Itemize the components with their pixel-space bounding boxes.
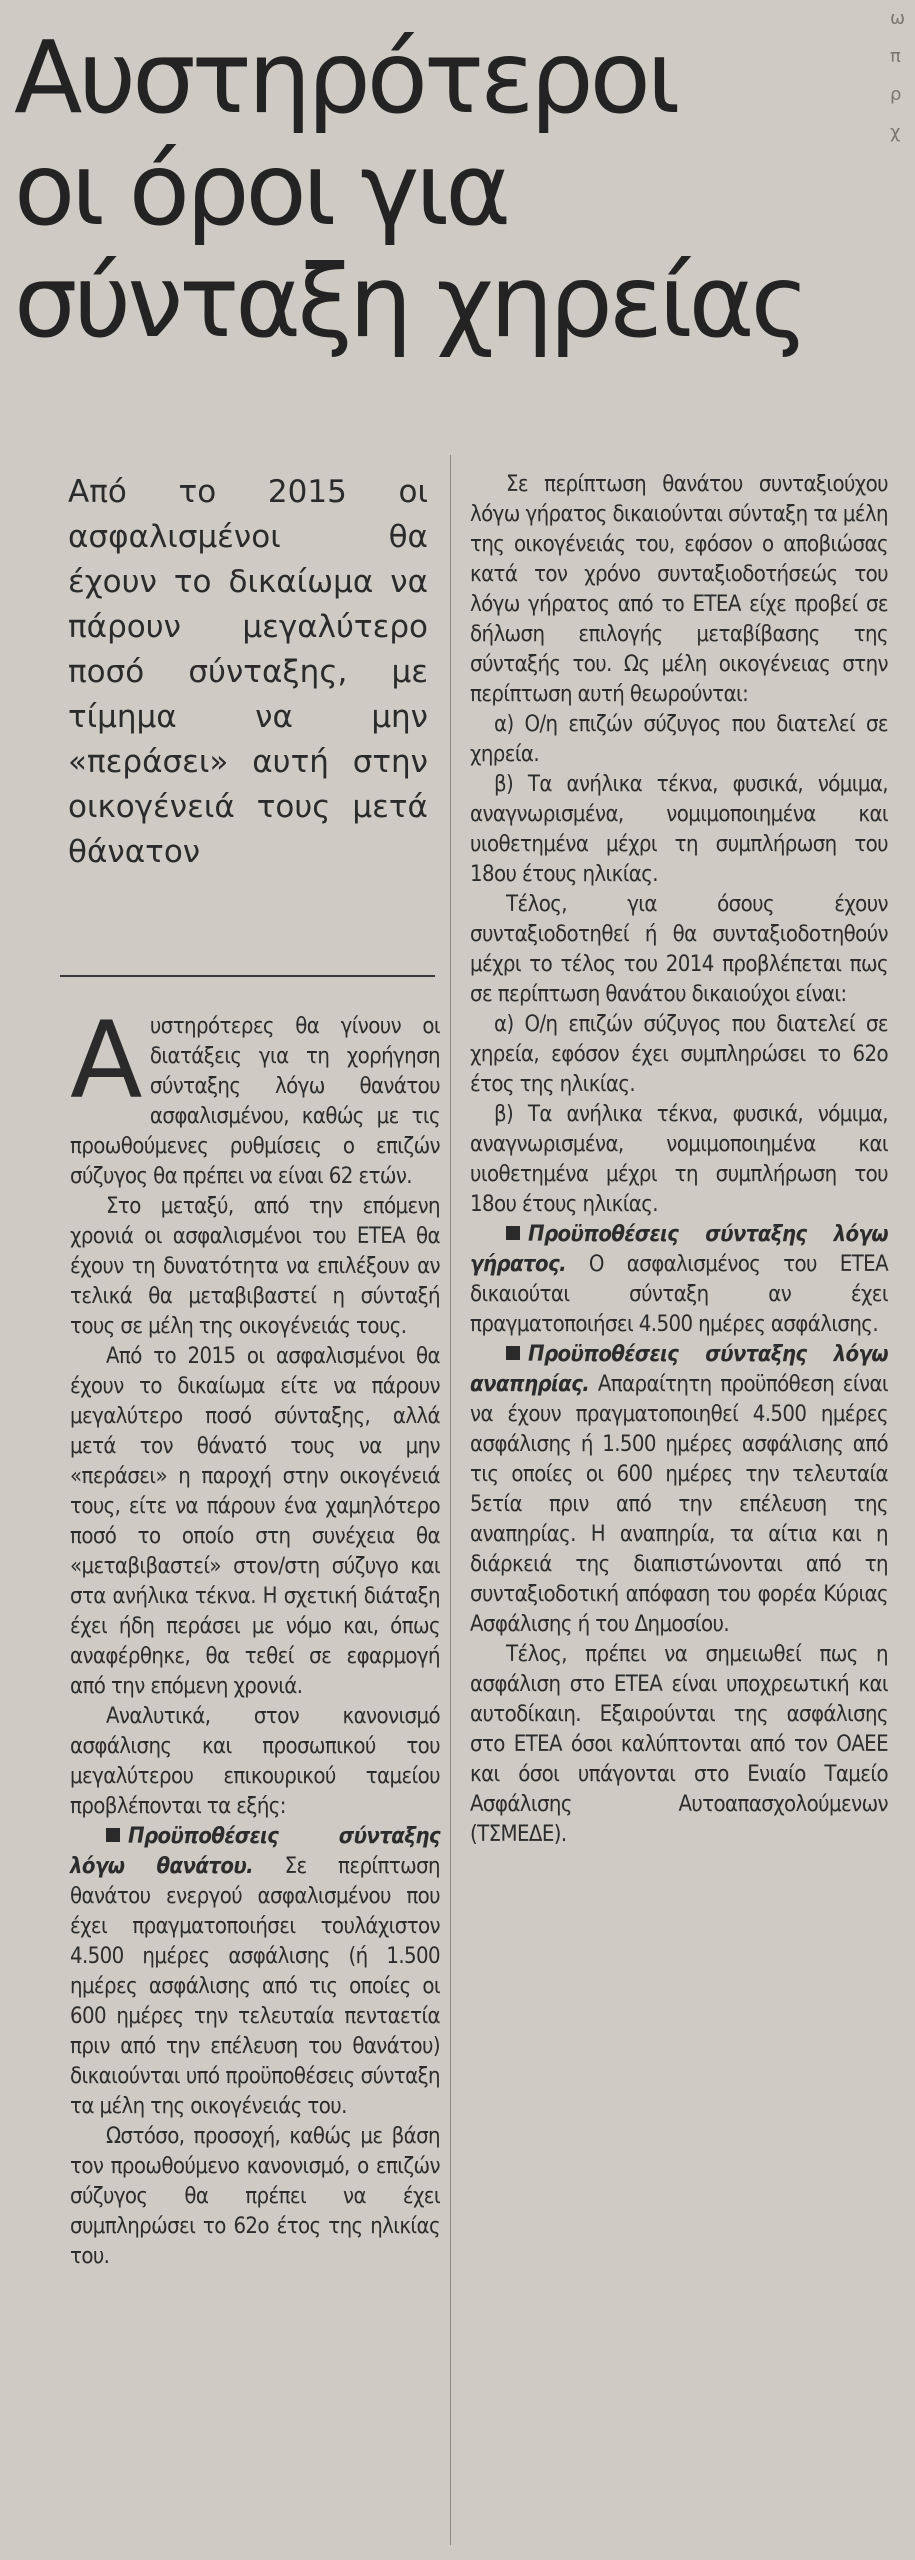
neighbor-line: π [890, 46, 901, 67]
headline-line-2: οι όροι για [14, 131, 508, 248]
list-item: β) Τα ανήλικα τέκνα, φυσικά, νόμιμα, αναγνωρισμένα, νομιμοποιημένα και υιοθετημένα μέχρι τη συμπλήρωση του 18ου έτους ηλικίας. [470, 772, 888, 887]
subsection-disability: Προϋποθέσεις σύνταξης λόγω αναπηρίας. Απαραίτητη προϋπόθεση είναι να έχουν πραγματοποιηθεί 4.500 ημέρες ασφάλισης ή 1.500 ημέρες ασφάλισης από τις οποίες οι 600 ημέρες την τελευταία 5ετία πριν από την επέλευση της αναπηρίας. Η αναπηρία, τα αίτια και η διάρκειά της διαπιστώνονται από τη συνταξιοδοτική απόφαση του φορέα Κύριας Ασφάλισης ή του Δημοσίου. [470, 1342, 888, 1637]
subsection-heading: Προϋποθέσεις σύνταξης λόγω θανάτου. [70, 1824, 440, 1879]
body-paragraph: Αναλυτικά, στον κανονισμό ασφάλισης και προσωπικού του μεγαλύτερου επικουρικού ταμείου προβλέπονται τα εξής: [70, 1704, 440, 1819]
neighbor-line: χ [890, 122, 901, 143]
headline-line-3: σύνταξη χηρείας [14, 243, 806, 360]
column-divider [450, 455, 451, 2545]
headline-line-1: Αυστηρότεροι [14, 19, 677, 136]
lead-divider [60, 975, 435, 977]
body-paragraph: Ωστόσο, προσοχή, καθώς με βάση τον προωθούμενο κανονισμό, ο επιζών σύζυγος θα πρέπει να έχει συμπληρώσει το 62ο έτος της ηλικίας του. [70, 2124, 440, 2269]
body-column-2 [470, 470, 888, 1850]
subsection-heading: Προϋποθέσεις σύνταξης λόγω αναπηρίας. [470, 1342, 888, 1397]
subsection-heading: Προϋποθέσεις σύνταξης λόγω γήρατος. [470, 1222, 888, 1277]
square-bullet-icon [506, 1346, 520, 1360]
list-item: α) Ο/η επιζών σύζυγος που διατελεί σε χηρεία. [470, 712, 888, 767]
neighbor-line: ω [890, 8, 906, 29]
subsection-death: Προϋποθέσεις σύνταξης λόγω θανάτου. Σε περίπτωση θανάτου ενεργού ασφαλισμένου που έχει πραγματοποιήσει τουλάχιστον 4.500 ημέρες ασφάλισης (ή 1.500 ημέρες ασφάλισης από τις οποίες οι 600 ημέρες την τελευταία πενταετία πριν από την επέλευση του θανάτου) δικαιούνται υπό προϋποθέσεις σύνταξη τα μέλη της οικογένειάς του. [70, 1824, 441, 2119]
body-paragraph: Τέλος, πρέπει να σημειωθεί πως η ασφάλιση στο ΕΤΕΑ είναι υποχρεωτική και αυτοδίκαιη. Εξαιρούνται της ασφάλισης στο ΕΤΕΑ όσοι καλύπτονται από τον ΟΑΕΕ και όσοι υπάγονται στο Ενιαίο Ταμείο Ασφάλισης Αυτοαπασχολούμενων (ΤΣΜΕΔΕ). [470, 1642, 888, 1847]
body-paragraph: Στο μεταξύ, από την επόμενη χρονιά οι ασφαλισμένοι του ΕΤΕΑ θα έχουν τη δυνατότητα να επιλέξουν αν τελικά θα μεταβιβαστεί η σύνταξή τους σε μέλη της οικογένειάς τους. [70, 1194, 440, 1339]
neighbor-line: ρ [890, 84, 902, 105]
list-item: α) Ο/η επιζών σύζυγος που διατελεί σε χηρεία, εφόσον έχει συμπληρώσει το 62ο έτος της ηλικίας. [470, 1012, 888, 1097]
body-column-1 [70, 999, 441, 2272]
neighbor-column-fragment [890, 0, 915, 190]
subsection-old-age: Προϋποθέσεις σύνταξης λόγω γήρατος. Ο ασφαλισμένος του ΕΤΕΑ δικαιούται σύνταξη αν έχει πραγματοποιήσει 4.500 ημέρες ασφάλισης. [470, 1222, 888, 1337]
article-lead: Από το 2015 οι ασφαλισμένοι θα έχουν το δικαίωμα να πάρουν μεγαλύτερο ποσό σύνταξης, με τίμημα να μην «περάσει» αυτή στην οικογένειά τους μετά θάνατον [68, 474, 428, 870]
body-paragraph: Σε περίπτωση θανάτου συνταξιούχου λόγω γήρατος δικαιούνται σύνταξη τα μέλη της οικογένειάς του, εφόσον ο αποβιώσας κατά τον χρόνο συνταξιοδοτήσεώς του λόγω γήρατος από το ΕΤΕΑ είχε προβεί σε δήλωση επιλογής μεταβίβασης της σύνταξής του. Ως μέλη οικογένειας στην περίπτωση αυτή θεωρούνται: [470, 472, 888, 707]
body-paragraph: Από το 2015 οι ασφαλισμένοι θα έχουν το δικαίωμα είτε να πάρουν μεγαλύτερο ποσό σύνταξης, αλλά μετά τον θάνατό τους να μην «περάσει» η παροχή στην οικογένειά τους, είτε να πάρουν ένα χαμηλότερο ποσό το οποίο στη συνέχεια θα «μεταβιβαστεί» στον/στη σύζυγο και στα ανήλικα τέκνα. Η σχετική διάταξη έχει ήδη περάσει με νόμο και, όπως αναφέρθηκε, θα τεθεί σε εφαρμογή από την επόμενη χρονιά. [70, 1344, 440, 1699]
square-bullet-icon [506, 1226, 520, 1240]
list-item: β) Τα ανήλικα τέκνα, φυσικά, νόμιμα, αναγνωρισμένα, νομιμοποιημένα και υιοθετημένα μέχρι τη συμπλήρωση του 18ου έτους ηλικίας. [470, 1102, 888, 1217]
drop-cap: Α [70, 999, 142, 1122]
square-bullet-icon [106, 1828, 120, 1842]
article-headline [14, 19, 884, 360]
body-paragraph: Τέλος, για όσους έχουν συνταξιοδοτηθεί ή θα συνταξιοδοτηθούν μέχρι το τέλος του 2014 προβλέπεται πως σε περίπτωση θανάτου δικαιούχοι είναι: [470, 892, 888, 1007]
body-paragraph: Αυστηρότερες θα γίνουν οι διατάξεις για τη χορήγηση σύνταξης λόγω θανάτου ασφαλισμένου, καθώς με τις προωθούμενες ρυθμίσεις ο επιζών σύζυγος θα πρέπει να είναι 62 ετών. [70, 999, 440, 1189]
